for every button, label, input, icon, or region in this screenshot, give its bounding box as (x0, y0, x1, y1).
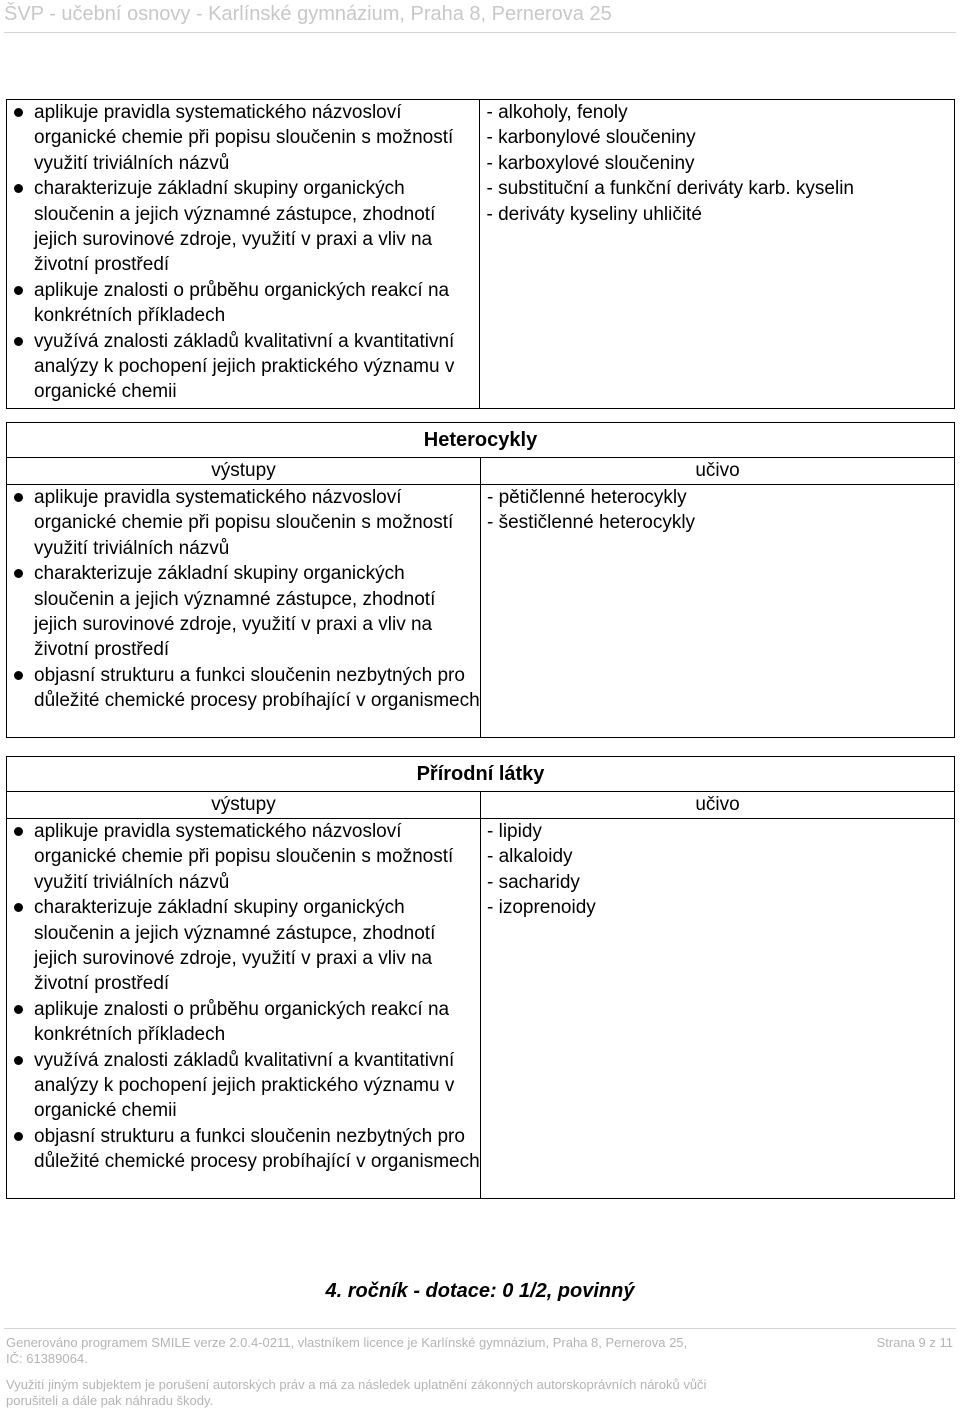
output-item: využívá znalosti základů kvalitativní a kvantitativní analýzy k pochopení jejich praktického významu v organické chemii (34, 1048, 480, 1124)
output-item: aplikuje znalosti o průběhu organických reakcí na konkrétních příkladech (34, 278, 479, 329)
section-table-prirodni-latky (6, 756, 955, 1199)
output-item: charakterizuje základní skupiny organických sloučenin a jejich významné zástupce, zhodnotí jejich surovinové zdroje, využití v praxi a vliv na životní prostředí (34, 176, 479, 278)
output-item: objasní strukturu a funkci sloučenin nezbytných pro důležité chemické procesy probíhající v organismech (34, 663, 480, 714)
output-item: objasní strukturu a funkci sloučenin nezbytných pro důležité chemické procesy probíhající v organismech (34, 1124, 480, 1175)
curriculum-item: - sacharidy (487, 871, 580, 893)
curriculum-item: - karbonylové sloučeniny (486, 127, 696, 149)
curriculum-item: - alkoholy, fenoly (486, 102, 628, 123)
curriculum-cell (480, 100, 955, 409)
curriculum-item: - alkaloidy (487, 846, 573, 868)
outputs-cell (7, 100, 480, 409)
column-header-outputs: výstupy (7, 792, 481, 819)
footer-copyright (6, 1377, 706, 1409)
footer-copyright-line: porušiteli a dále pak náhradu škody. (6, 1393, 214, 1408)
outputs-list (7, 485, 480, 717)
output-item: aplikuje znalosti o průběhu organických reakcí na konkrétních příkladech (34, 997, 480, 1048)
outputs-list (7, 100, 479, 408)
output-item: charakterizuje základní skupiny organických sloučenin a jejich významné zástupce, zhodnotí jejich surovinové zdroje, využití v praxi a vliv na životní prostředí (34, 561, 480, 663)
outputs-cell (7, 485, 481, 738)
section-title: Přírodní látky (7, 757, 955, 792)
curriculum-cell (481, 819, 955, 1199)
outputs-cell (7, 819, 481, 1199)
page-header-title: ŠVP - učební osnovy - Karlínské gymnázium, Praha 8, Pernerova 25 (4, 3, 612, 25)
output-item: aplikuje pravidla systematického názvosloví organické chemie při popisu sloučenin s možností využití triviálních názvů (34, 485, 480, 561)
footer-generated-line: IČ: 61389064. (6, 1351, 88, 1366)
header-divider (4, 32, 956, 33)
output-item: aplikuje pravidla systematického názvosloví organické chemie při popisu sloučenin s možností využití triviálních názvů (34, 819, 480, 895)
column-header-outputs: výstupy (7, 458, 481, 485)
section-title: Heterocykly (7, 423, 955, 458)
column-header-curriculum: učivo (481, 792, 955, 819)
curriculum-item: - deriváty kyseliny uhličité (486, 203, 702, 225)
output-item: aplikuje pravidla systematického názvosloví organické chemie při popisu sloučenin s možností využití triviálních názvů (34, 100, 479, 176)
footer-generated-line: Generováno programem SMILE verze 2.0.4-0211, vlastníkem licence je Karlínské gymnázium, Praha 8, Pernerova 25, (6, 1335, 688, 1350)
output-item: využívá znalosti základů kvalitativní a kvantitativní analýzy k pochopení jejich praktického významu v organické chemii (34, 329, 479, 405)
curriculum-cell (481, 485, 955, 738)
grade-allocation-heading: 4. ročník - dotace: 0 1/2, povinný (325, 1280, 635, 1302)
curriculum-item: - substituční a funkční deriváty karb. kyselin (486, 178, 854, 200)
output-item: charakterizuje základní skupiny organických sloučenin a jejich významné zástupce, zhodnotí jejich surovinové zdroje, využití v praxi a vliv na životní prostředí (34, 895, 480, 997)
footer-copyright-line: Využití jiným subjektem je porušení autorských práv a má za následek uplatnění zákonných autorskoprávních nároků vůči (6, 1377, 707, 1392)
section-table-continuation (6, 99, 955, 409)
curriculum-item: - lipidy (487, 821, 542, 842)
curriculum-item: - izoprenoidy (487, 897, 596, 919)
section-table-heterocykly (6, 422, 955, 738)
column-header-curriculum: učivo (481, 458, 955, 485)
curriculum-item: - pětičlenné heterocykly (487, 487, 687, 508)
curriculum-item: - šestičlenné heterocykly (487, 512, 696, 534)
footer-divider (4, 1328, 956, 1329)
outputs-list (7, 819, 480, 1178)
footer-generated (6, 1335, 687, 1367)
curriculum-item: - karboxylové sloučeniny (486, 152, 695, 174)
page-number: Strana 9 z 11 (876, 1335, 953, 1350)
